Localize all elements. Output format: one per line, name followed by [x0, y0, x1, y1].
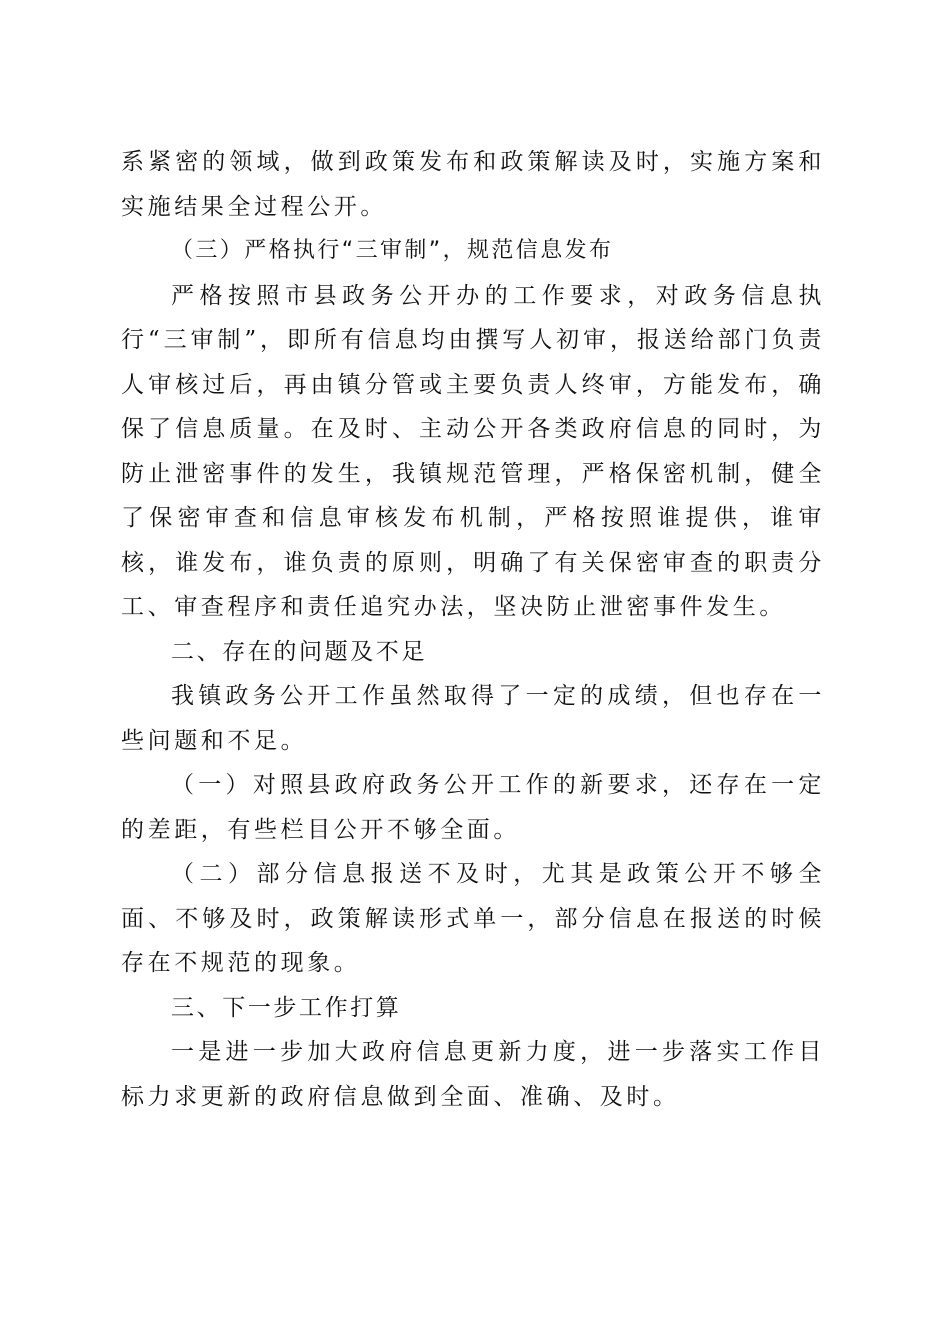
paragraph-next-step-one: 一是进一步加大政府信息更新力度，进一步落实工作目标力求更新的政府信息做到全面、准确、及时。: [121, 1039, 825, 1110]
paragraph-problem-one: （一）对照县政府政务公开工作的新要求，还存在一定的差距，有些栏目公开不够全面。: [121, 772, 825, 843]
paragraph-review-process: 严格按照市县政务公开办的工作要求，对政务信息执行“三审制”，即所有信息均由撰写人初审，报送给部门负责人审核过后，再由镇分管或主要负责人终审，方能发布，确保了信息质量。在及时、主动公开各类政府信息的同时，为防止泄密事件的发生，我镇规范管理，严格保密机制，健全了保密审查和信息审核发布机制，严格按照谁提供，谁审核，谁发布，谁负责的原则，明确了有关保密审查的职责分工、审查程序和责任追究办法，坚决防止泄密事件发生。: [121, 282, 825, 620]
paragraph-problems-intro: 我镇政务公开工作虽然取得了一定的成绩，但也存在一些问题和不足。: [121, 683, 825, 754]
document-body: [121, 140, 825, 1119]
paragraph-problem-two: （二）部分信息报送不及时，尤其是政策公开不够全面、不够及时，政策解读形式单一，部分信息在报送的时候存在不规范的现象。: [121, 861, 825, 976]
heading-problems: 二、存在的问题及不足: [171, 638, 427, 665]
heading-next-steps: 三、下一步工作打算: [171, 994, 402, 1021]
paragraph-continuation: 系紧密的领域，做到政策发布和政策解读及时，实施方案和实施结果全过程公开。: [121, 149, 825, 220]
subheading-three-review-system: （三）严格执行“三审制”，规范信息发布: [171, 238, 614, 263]
